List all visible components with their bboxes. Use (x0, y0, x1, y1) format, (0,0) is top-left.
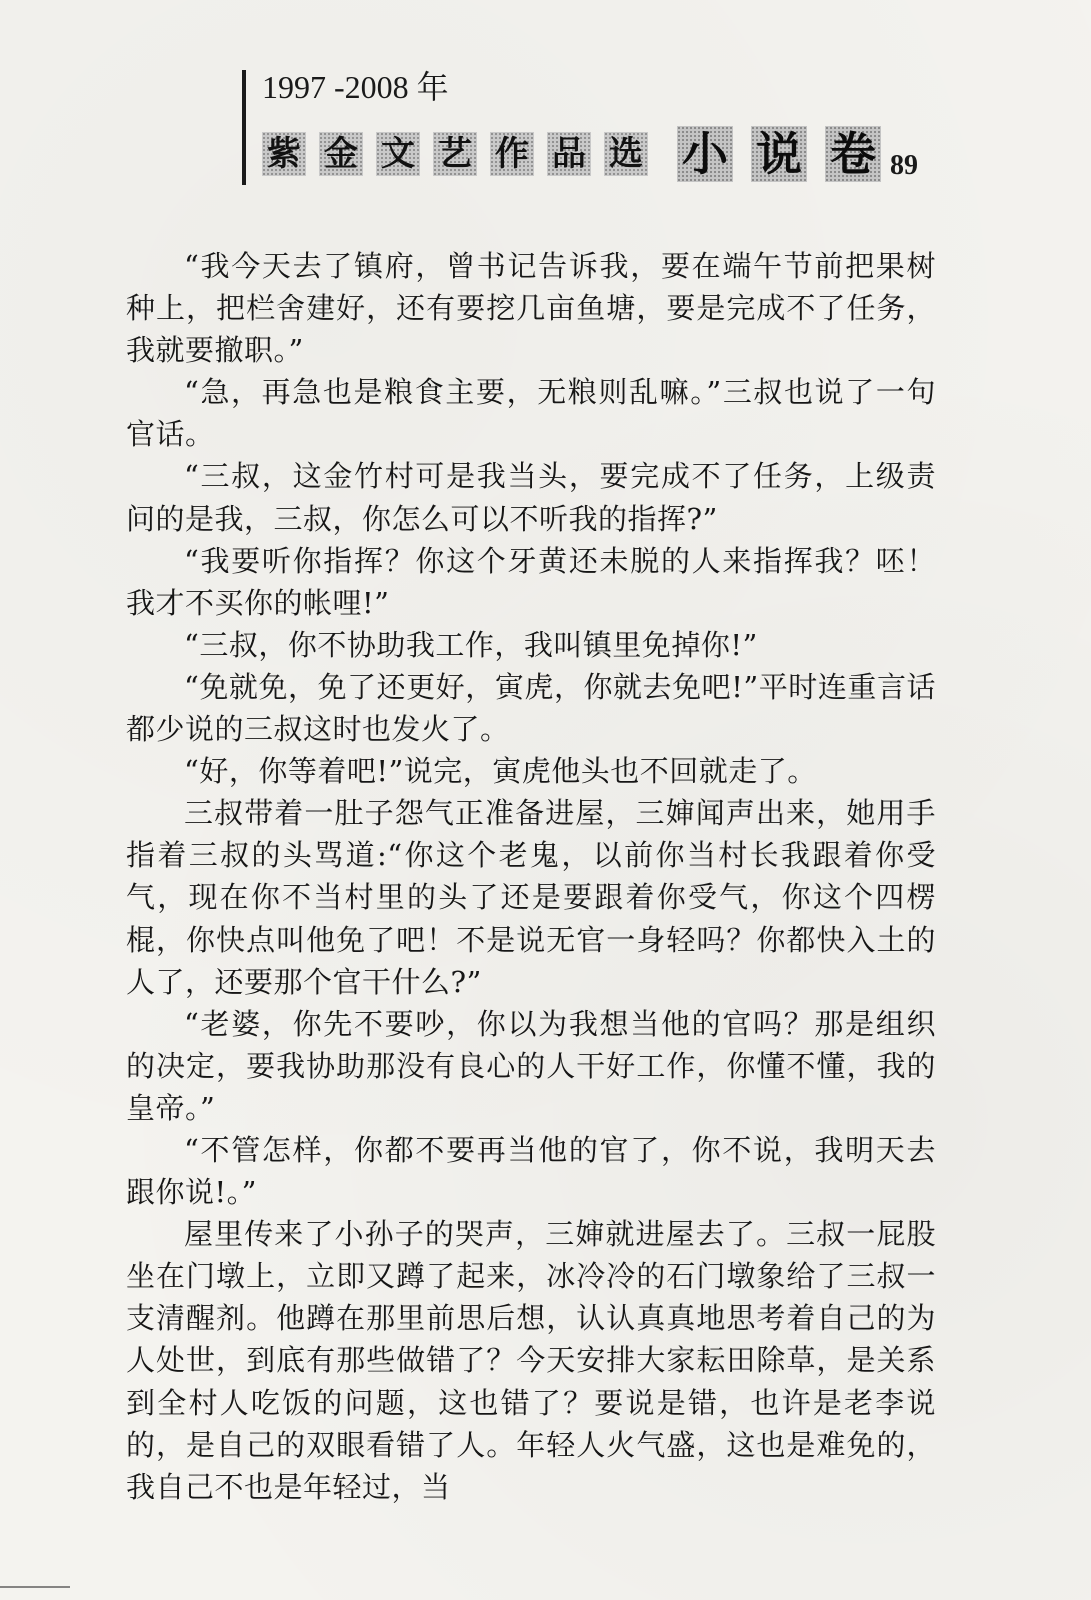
paragraph: 三叔带着一肚子怨气正准备进屋，三婶闻声出来，她用手指着三叔的头骂道:“你这个老鬼，以前你当村长我跟着你受气，现在你不当村里的头了还是要跟着你受气，你这个四楞棍，你快点叫他免了吧！不是说无官一身轻吗？你都快入土的人了，还要那个官干什么?” (126, 796, 936, 999)
paragraph: “急，再急也是粮食主要，无粮则乱嘛。”三叔也说了一句官话。 (126, 375, 936, 452)
paragraph: “三叔，这金竹村可是我当头，要完成不了任务，上级责问的是我，三叔，你怎么可以不听我的指挥?” (126, 459, 936, 536)
header-years: 1997 -2008 年 (262, 69, 449, 105)
volume-title-char: 小 (677, 126, 733, 182)
header-vertical-rule (242, 70, 246, 185)
paragraph: “我要听你指挥？你这个牙黄还未脱的人来指挥我？呸！我才不买你的帐哩!” (126, 543, 936, 620)
series-title-char: 文 (376, 132, 420, 176)
volume-title-char: 说 (751, 126, 807, 182)
story-body (126, 245, 936, 1508)
paragraph: “三叔，你不协助我工作，我叫镇里免掉你!” (184, 627, 758, 662)
paragraph: “我今天去了镇府，曾书记告诉我，要在端午节前把果树种上，把栏舍建好，还有要挖几亩鱼塘，要是完成不了任务，我就要撤职。” (126, 249, 936, 368)
scan-edge-mark (0, 1586, 70, 1588)
paragraph: 屋里传来了小孙子的哭声，三婶就进屋去了。三叔一屁股坐在门墩上，立即又蹲了起来，冰冷冷的石门墩象给了三叔一支清醒剂。他蹲在那里前思后想，认认真真地思考着自己的为人处世，到底有那些做错了？今天安排大家耘田除草，是关系到全村人吃饭的问题，这也错了？要说是错，也许是老李说的，是自己的双眼看错了人。年轻人火气盛，这也是难免的，我自己不也是年轻过，当 (126, 1217, 936, 1504)
paragraph: “不管怎样，你都不要再当他的官了，你不说，我明天去跟你说!。” (126, 1132, 936, 1210)
paragraph: “老婆，你先不要吵，你以为我想当他的官吗？那是组织的决定，要我协助那没有良心的人干好工作，你懂不懂，我的皇帝。” (126, 1006, 936, 1125)
series-title-char: 品 (547, 132, 591, 176)
series-title-char: 金 (319, 132, 363, 176)
series-title-char: 作 (490, 132, 534, 176)
volume-title-char: 卷 (825, 126, 881, 182)
series-title-char: 选 (604, 132, 648, 176)
paragraph: “好，你等着吧!”说完，寅虎他头也不回就走了。 (184, 754, 817, 789)
series-title (262, 122, 899, 186)
page-number: 89 (890, 150, 918, 181)
series-title-char: 艺 (433, 132, 477, 176)
paragraph: “免就免，免了还更好，寅虎，你就去免吧!”平时连重言话都少说的三叔这时也发火了。 (126, 669, 936, 747)
series-title-char: 紫 (262, 132, 306, 176)
